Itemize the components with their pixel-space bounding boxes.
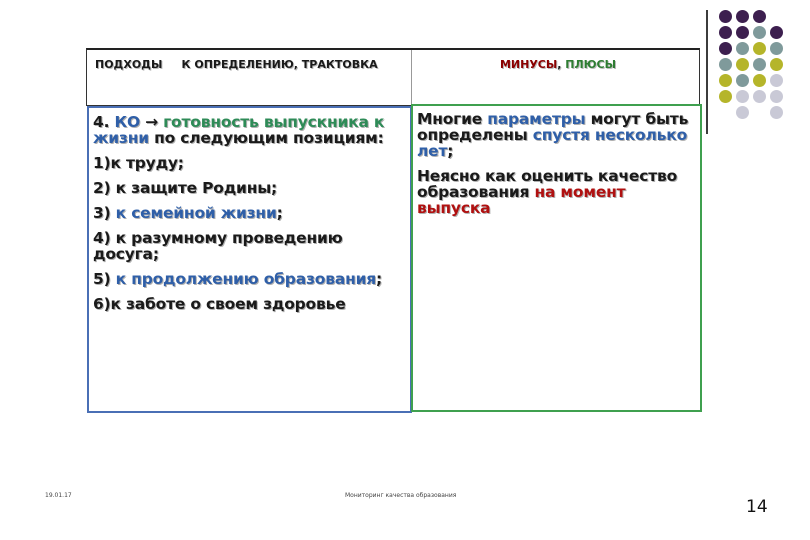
decorative-dot	[770, 74, 783, 87]
item5-education: к продолжению образования	[115, 270, 377, 288]
decorative-dot	[770, 90, 783, 103]
approach-lead	[93, 114, 406, 146]
con-paragraph-1	[417, 111, 696, 159]
pros-cons-cell	[411, 104, 702, 412]
decorative-dot	[736, 90, 749, 103]
decorative-dot	[719, 42, 732, 55]
header-minus: МИНУСЫ	[499, 58, 558, 71]
lead-number: 4.	[93, 113, 115, 131]
list-item-3	[93, 205, 406, 221]
list-item-1: 1)к труду;	[93, 154, 184, 172]
decorative-dot	[770, 42, 783, 55]
item3-num: 3)	[93, 204, 116, 222]
decorative-dot	[736, 42, 749, 55]
decorative-dot	[719, 10, 732, 23]
table-header-row	[86, 48, 700, 106]
header-plus: ПЛЮСЫ	[565, 58, 617, 71]
lead-ko: КО	[114, 113, 140, 131]
header-sep: ,	[557, 58, 566, 71]
decorative-dot	[719, 58, 732, 71]
list-item-2: 2) к защите Родины;	[93, 179, 278, 197]
item5-tail: ;	[376, 270, 383, 288]
lead-life: жизни	[93, 129, 149, 147]
decorative-dot	[736, 74, 749, 87]
list-item-6: 6)к заботе о своем здоровье	[93, 295, 346, 313]
decorative-dot	[753, 74, 766, 87]
footer-date: 19.01.17	[45, 492, 72, 499]
decorative-vertical-line	[706, 10, 708, 134]
decorative-dot	[736, 106, 749, 119]
decorative-dot	[770, 58, 783, 71]
decorative-dot	[753, 10, 766, 23]
approach-cell	[87, 106, 412, 413]
arrow-glyph: →	[139, 113, 164, 131]
p1-a: Многие	[417, 110, 488, 128]
list-item-5	[93, 271, 406, 287]
header-divider	[411, 50, 412, 105]
con-paragraph-2	[417, 168, 696, 216]
list-item-4: 4) к разумному проведению досуга;	[93, 229, 343, 263]
p2-graduation-moment: на момент выпуска	[417, 183, 626, 217]
p1-years-later: спустя несколько лет	[417, 126, 688, 160]
header-approaches: ПОДХОДЫ К ОПРЕДЕЛЕНИЮ, ТРАКТОВКА	[95, 58, 378, 71]
decorative-dot	[753, 26, 766, 39]
decorative-dot	[736, 26, 749, 39]
lead-rest: по следующим позициям:	[148, 129, 384, 147]
lead-readiness: готовность выпускника к	[163, 113, 385, 131]
item3-tail: ;	[276, 204, 283, 222]
header-pros-cons	[417, 58, 699, 71]
p2-a: Неясно как оценить качество образования	[417, 167, 678, 201]
decorative-dot	[719, 74, 732, 87]
item5-num: 5)	[93, 270, 116, 288]
decorative-dot	[719, 90, 732, 103]
decorative-dot	[770, 106, 783, 119]
decorative-dot	[753, 42, 766, 55]
page-number: 14	[746, 497, 768, 517]
item3-family-life: к семейной жизни	[115, 204, 277, 222]
footer-title: Мониторинг качества образования	[345, 492, 457, 499]
p1-parameters: параметры	[487, 110, 586, 128]
decorative-dot	[736, 10, 749, 23]
decorative-dot	[753, 58, 766, 71]
p1-b: могут быть определены	[417, 110, 689, 144]
decorative-dot	[753, 90, 766, 103]
decorative-dot	[770, 26, 783, 39]
p1-c: ;	[447, 142, 454, 160]
decorative-dot	[719, 26, 732, 39]
decorative-dot	[736, 58, 749, 71]
